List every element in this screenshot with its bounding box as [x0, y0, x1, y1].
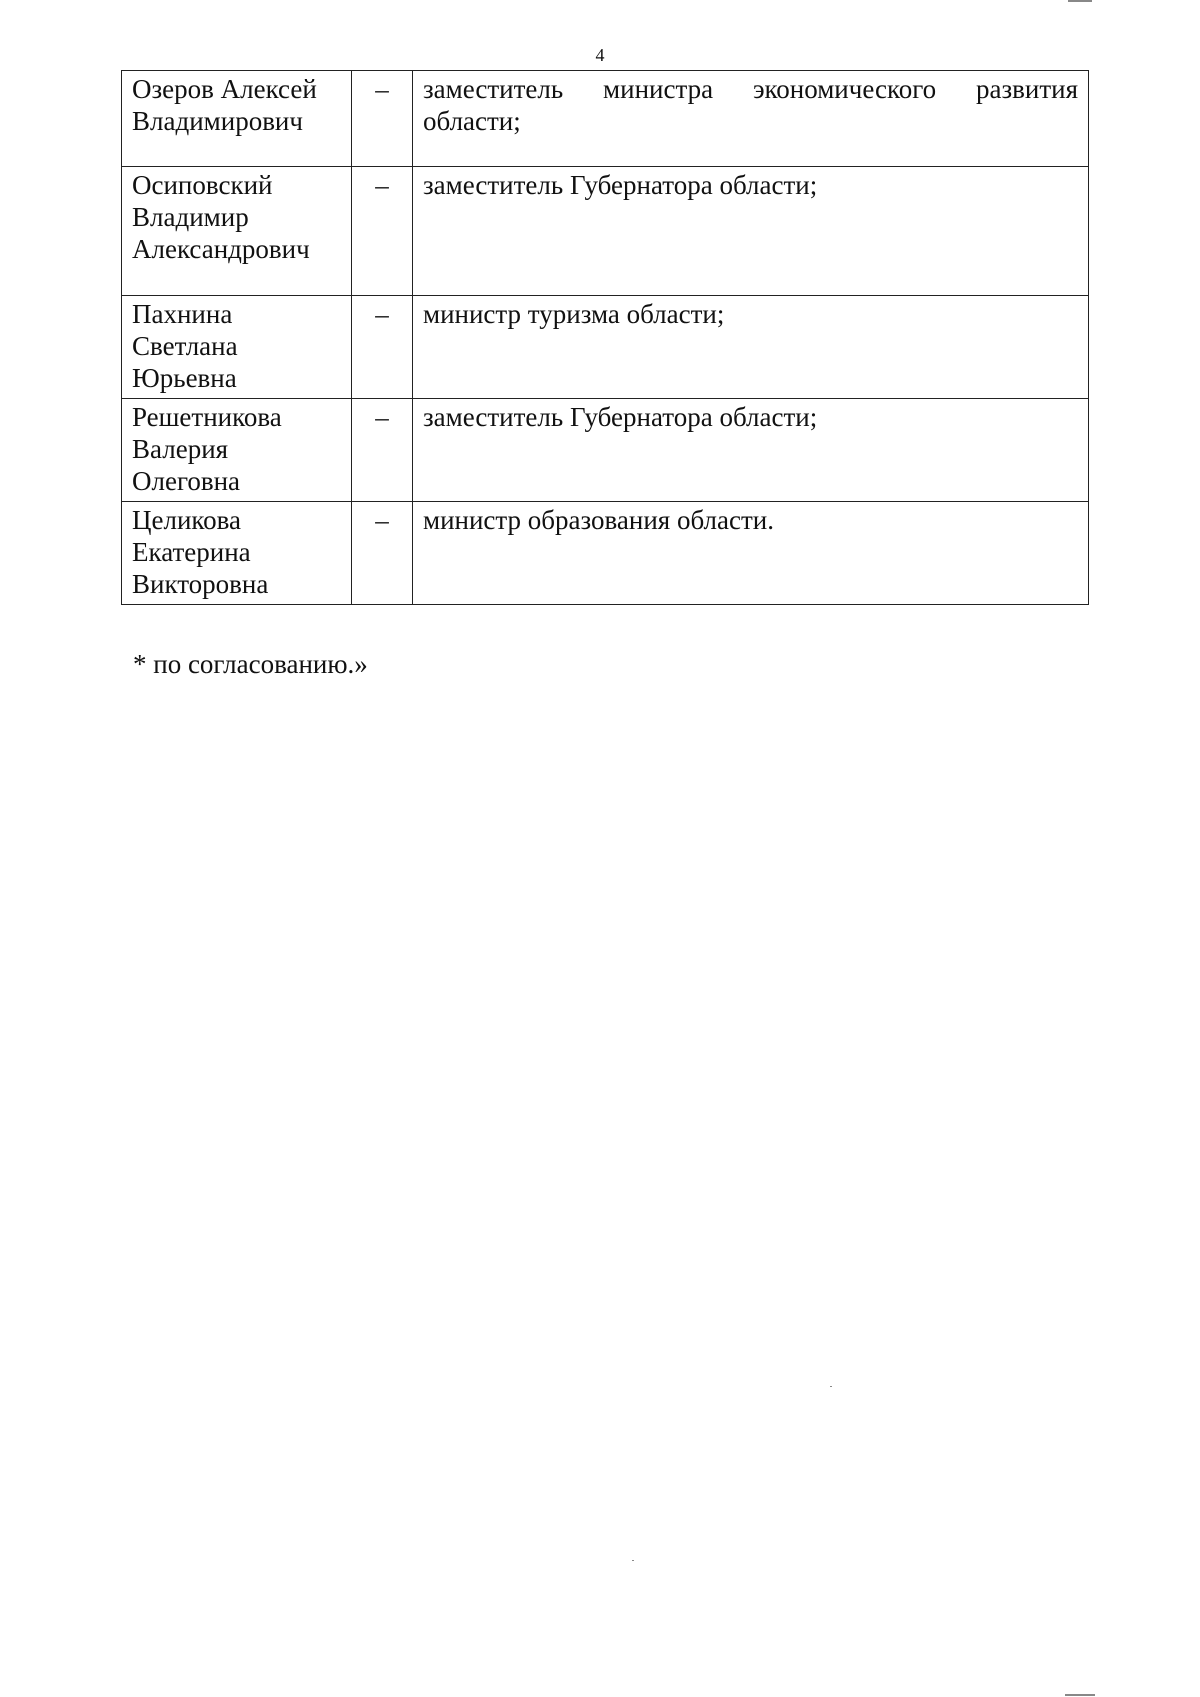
- member-name-line: Екатерина: [132, 537, 251, 567]
- member-role-cell: заместитель министра экономического развития области;: [413, 71, 1089, 167]
- member-name-line: Валерия Олеговна: [132, 434, 241, 496]
- member-name-cell: [122, 502, 352, 605]
- dash-cell: –: [352, 399, 413, 502]
- member-role-cell: министр образования области.: [413, 502, 1089, 605]
- scan-speck: [632, 1560, 634, 1561]
- footnote: * по согласованию.»: [133, 649, 368, 679]
- dash-cell: –: [352, 502, 413, 605]
- member-name-line: Целикова: [132, 505, 242, 535]
- scan-speck: [1068, 0, 1092, 2]
- table-row: [122, 502, 1089, 605]
- table-row: [122, 296, 1089, 399]
- member-role-cell: заместитель Губернатора области;: [413, 167, 1089, 296]
- member-name-line: Решетникова: [132, 402, 282, 432]
- member-role-cell: заместитель Губернатора области;: [413, 399, 1089, 502]
- member-name-cell: [122, 167, 352, 296]
- member-name-cell: [122, 296, 352, 399]
- table-row: [122, 167, 1089, 296]
- member-name-line: Викторовна: [132, 569, 269, 599]
- member-name-cell: [122, 71, 352, 167]
- member-name-line: Юрьевна: [132, 363, 237, 393]
- member-name-line: Владимир: [132, 202, 249, 232]
- dash-cell: –: [352, 296, 413, 399]
- member-name-line: Озеров Алексей: [132, 74, 317, 104]
- page-number: 4: [595, 45, 605, 65]
- member-name-line: Александрович: [132, 234, 310, 264]
- member-name-line: Владимирович: [132, 106, 303, 136]
- member-name-line: Пахнина Светлана: [132, 299, 238, 361]
- member-role-cell: министр туризма области;: [413, 296, 1089, 399]
- scan-speck: [830, 1386, 832, 1387]
- members-table: [121, 70, 1089, 605]
- member-name-cell: [122, 399, 352, 502]
- table-row: [122, 399, 1089, 502]
- member-name-line: Осиповский: [132, 170, 273, 200]
- scan-speck: [1065, 1694, 1095, 1696]
- table-row: [122, 71, 1089, 167]
- dash-cell: –: [352, 167, 413, 296]
- dash-cell: –: [352, 71, 413, 167]
